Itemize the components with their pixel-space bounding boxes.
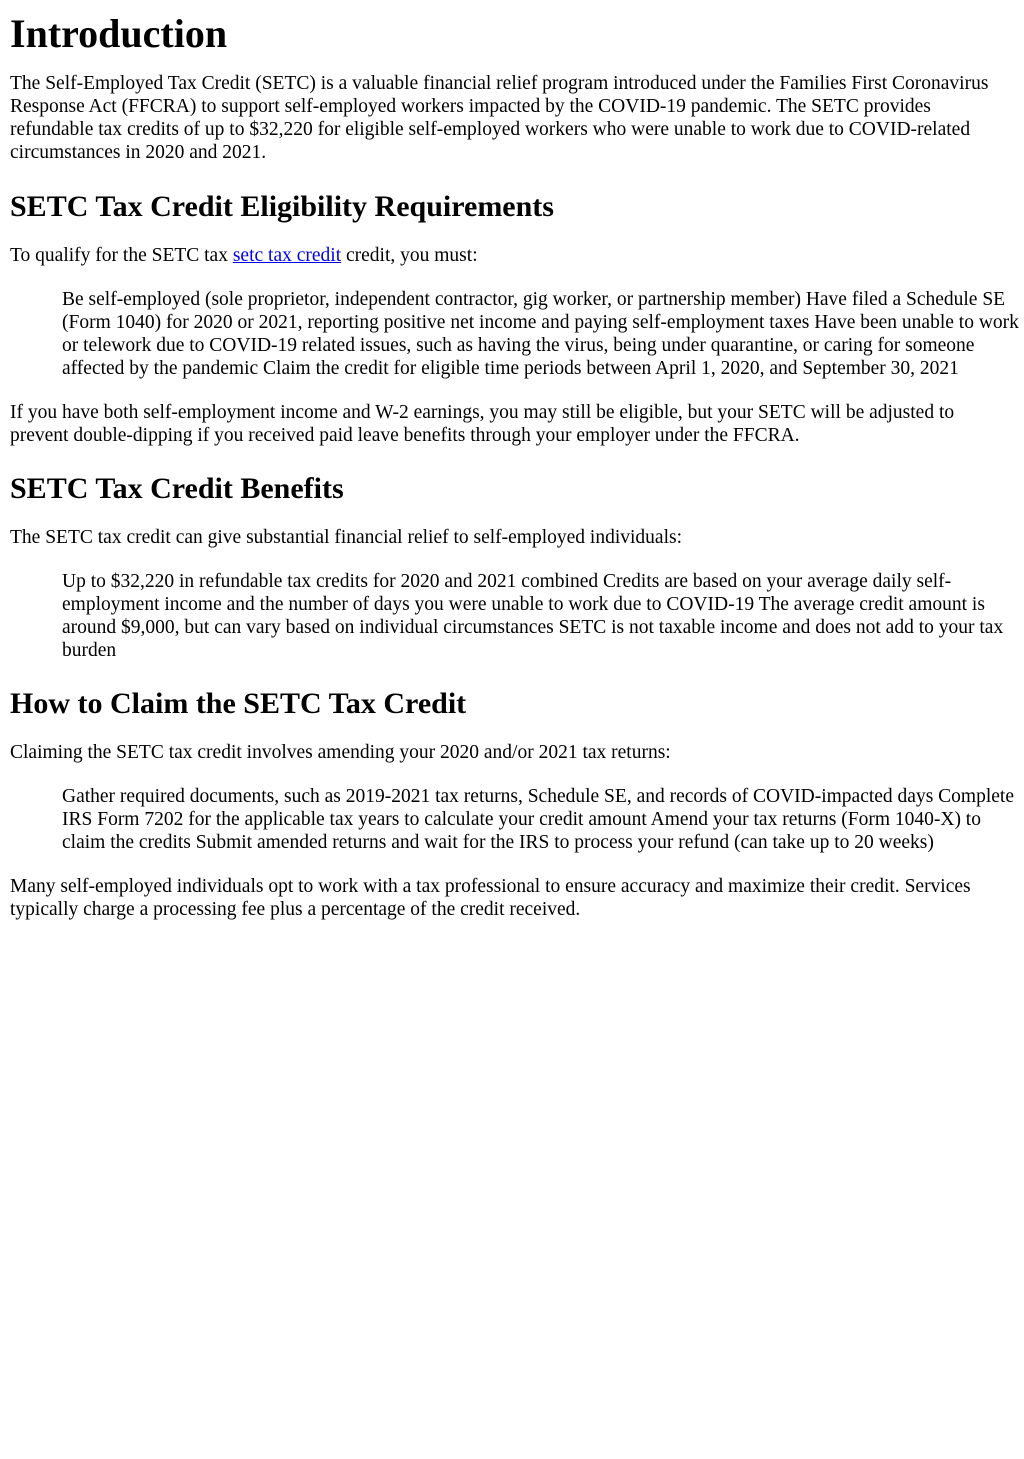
eligibility-note: If you have both self-employment income and W-2 earnings, you may still be eligible, but your SETC will be adjusted to prevent double-dipping if you received paid leave benefits through your employer under the FFCRA. [10,402,955,446]
benefits-heading: SETC Tax Credit Benefits [10,472,344,505]
setc-tax-credit-link[interactable]: setc tax credit [232,245,342,266]
claim-note: Many self-employed individuals opt to work with a tax professional to ensure accuracy and maximize their credit. Services typically charge a processing fee plus a percentage of the credit received. [10,876,971,920]
eligibility-lead-before: To qualify for the SETC tax [10,245,233,266]
eligibility-lead-after: credit, you must: [341,245,478,266]
claim-lead: Claiming the SETC tax credit involves amending your 2020 and/or 2021 tax returns: [10,742,671,763]
eligibility-list: Be self-employed (sole proprietor, independent contractor, gig worker, or partnership member) Have filed a Schedule SE (Form 1040) for 2020 or 2021, reporting positive net income and paying self-employment taxes Have been unable to work or telework due to COVID-19 related issues, such as having the virus, being under quarantine, or caring for someone affected by the pandemic Claim the credit for eligible time periods between April 1, 2020, and September 30, 2021 [62,289,1019,379]
benefits-lead: The SETC tax credit can give substantial financial relief to self-employed individuals: [10,527,683,548]
eligibility-lead [10,244,1014,267]
intro-heading: Introduction [10,11,228,56]
document-page [0,11,1024,921]
claim-heading: How to Claim the SETC Tax Credit [10,687,467,720]
claim-list: Gather required documents, such as 2019-2021 tax returns, Schedule SE, and records of COVID-impacted days Complete IRS Form 7202 for the applicable tax years to calculate your credit amount Amend your tax returns (Form 1040-X) to claim the credits Submit amended returns and wait for the IRS to process your refund (can take up to 20 weeks) [62,786,1014,853]
intro-paragraph: The Self-Employed Tax Credit (SETC) is a valuable financial relief program introduced under the Families First Coronavirus Response Act (FFCRA) to support self-employed workers impacted by the COVID-19 pandemic. The SETC provides refundable tax credits of up to $32,220 for eligible self-employed workers who were unable to work due to COVID-related circumstances in 2020 and 2021. [10,73,989,163]
eligibility-heading: SETC Tax Credit Eligibility Requirements [10,190,554,223]
benefits-list: Up to $32,220 in refundable tax credits for 2020 and 2021 combined Credits are based on your average daily self-employment income and the number of days you were unable to work due to COVID-19 The average credit amount is around $9,000, but can vary based on individual circumstances SETC is not taxable income and does not add to your tax burden [62,571,1004,661]
